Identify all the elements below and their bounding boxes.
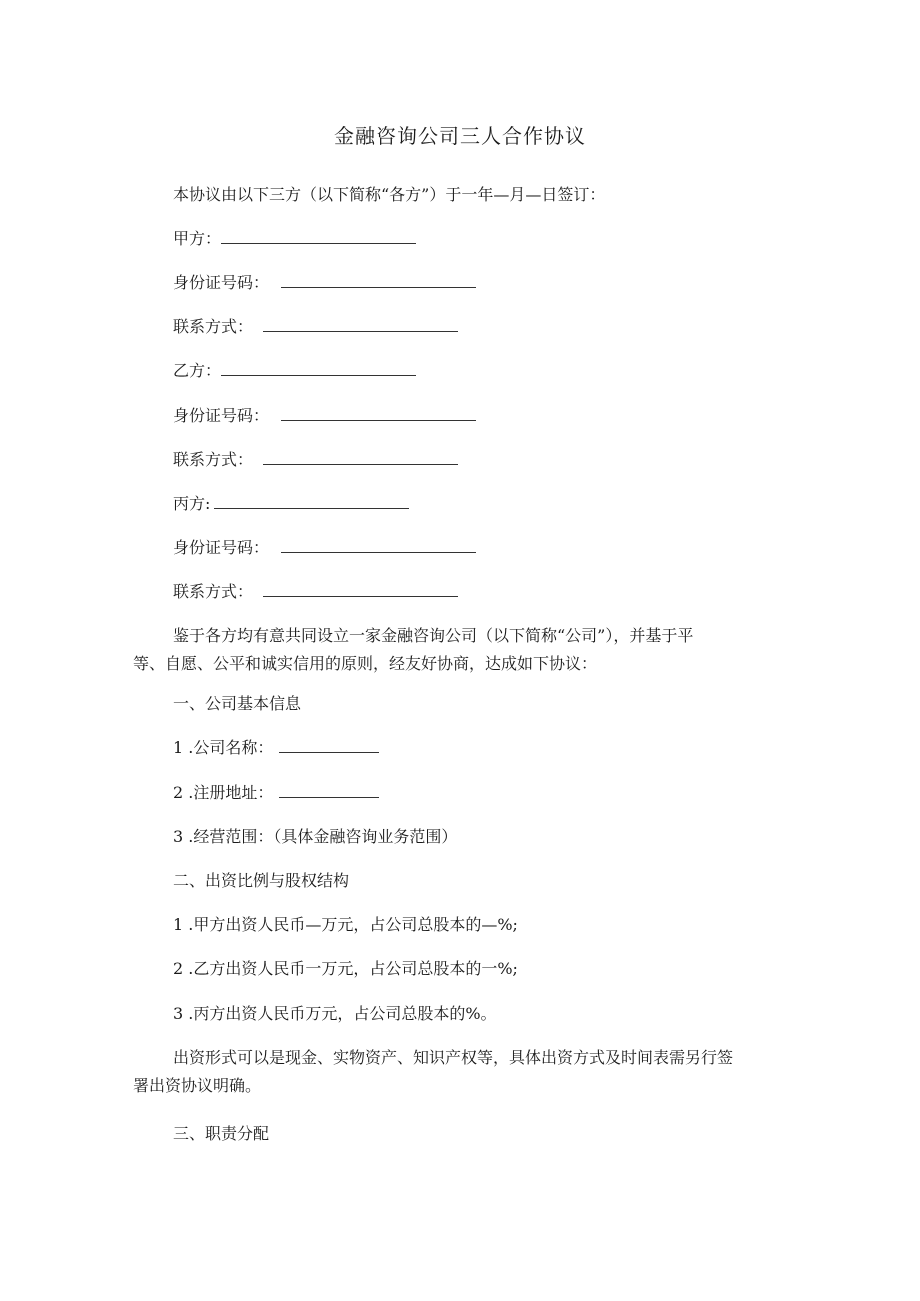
party-a-label: 甲方： [173,229,222,248]
section-2-note-line-2: 署出资协议明确。 [133,1076,262,1095]
party-b-id-label: 身份证号码： [173,406,270,425]
party-c-id-blank [281,538,476,553]
party-a-contact-line [173,316,458,338]
section-2-item-2: 2 .乙方出资人民币一万元，占公司总股本的一%; [173,959,518,978]
party-b-contact-line [173,449,458,471]
party-c-contact-blank [263,582,458,597]
party-b-blank [221,361,416,376]
party-b-contact-label: 联系方式： [173,450,254,469]
party-a-id-blank [281,273,476,288]
section-3-heading: 三、职责分配 [173,1124,270,1143]
section-2-item-1: 1 .甲方出资人民币—万元，占公司总股本的—%; [173,915,518,934]
party-a-contact-blank [263,317,458,332]
party-a-contact-label: 联系方式： [173,317,254,336]
party-a-id-label: 身份证号码： [173,273,270,292]
party-a-line [173,228,416,250]
section-2-note-line-1: 出资形式可以是现金、实物资产、知识产权等，具体出资方式及时间表需另行签 [173,1048,734,1067]
party-c-contact-label: 联系方式： [173,582,254,601]
party-b-id-line [173,405,476,427]
section-2-item-3: 3 .丙方出资人民币万元，占公司总股本的%。 [173,1004,497,1023]
intro-paragraph: 本协议由以下三方（以下简称“各方”）于一年—月—日签订： [173,185,606,204]
section-1-item-2 [173,782,379,804]
company-name-blank [279,738,379,753]
section-2-heading: 二、出资比例与股权结构 [173,871,350,890]
registered-address-label: 2 .注册地址： [173,783,274,802]
document-title: 金融咨询公司三人合作协议 [334,124,586,148]
section-1-heading: 一、公司基本信息 [173,694,302,713]
section-1-item-3: 3 .经营范围：（具体金融咨询业务范围） [173,827,458,846]
company-name-label: 1 .公司名称： [173,738,274,757]
party-c-id-label: 身份证号码： [173,538,270,557]
preamble-line-1: 鉴于各方均有意共同设立一家金融咨询公司（以下简称“公司”），并基于平 [173,626,694,645]
party-a-id-line [173,272,476,294]
party-c-line [173,493,409,515]
party-c-contact-line [173,581,458,603]
party-a-blank [221,229,416,244]
party-b-contact-blank [263,450,458,465]
preamble-line-2: 等、自愿、公平和诚实信用的原则，经友好协商，达成如下协议： [133,654,598,673]
registered-address-blank [279,783,379,798]
party-b-label: 乙方： [173,361,222,380]
party-c-blank [214,494,409,509]
section-1-item-1 [173,737,379,759]
party-c-id-line [173,537,476,559]
party-b-id-blank [281,406,476,421]
party-b-line [173,360,416,382]
party-c-label: 丙方: [173,494,211,513]
